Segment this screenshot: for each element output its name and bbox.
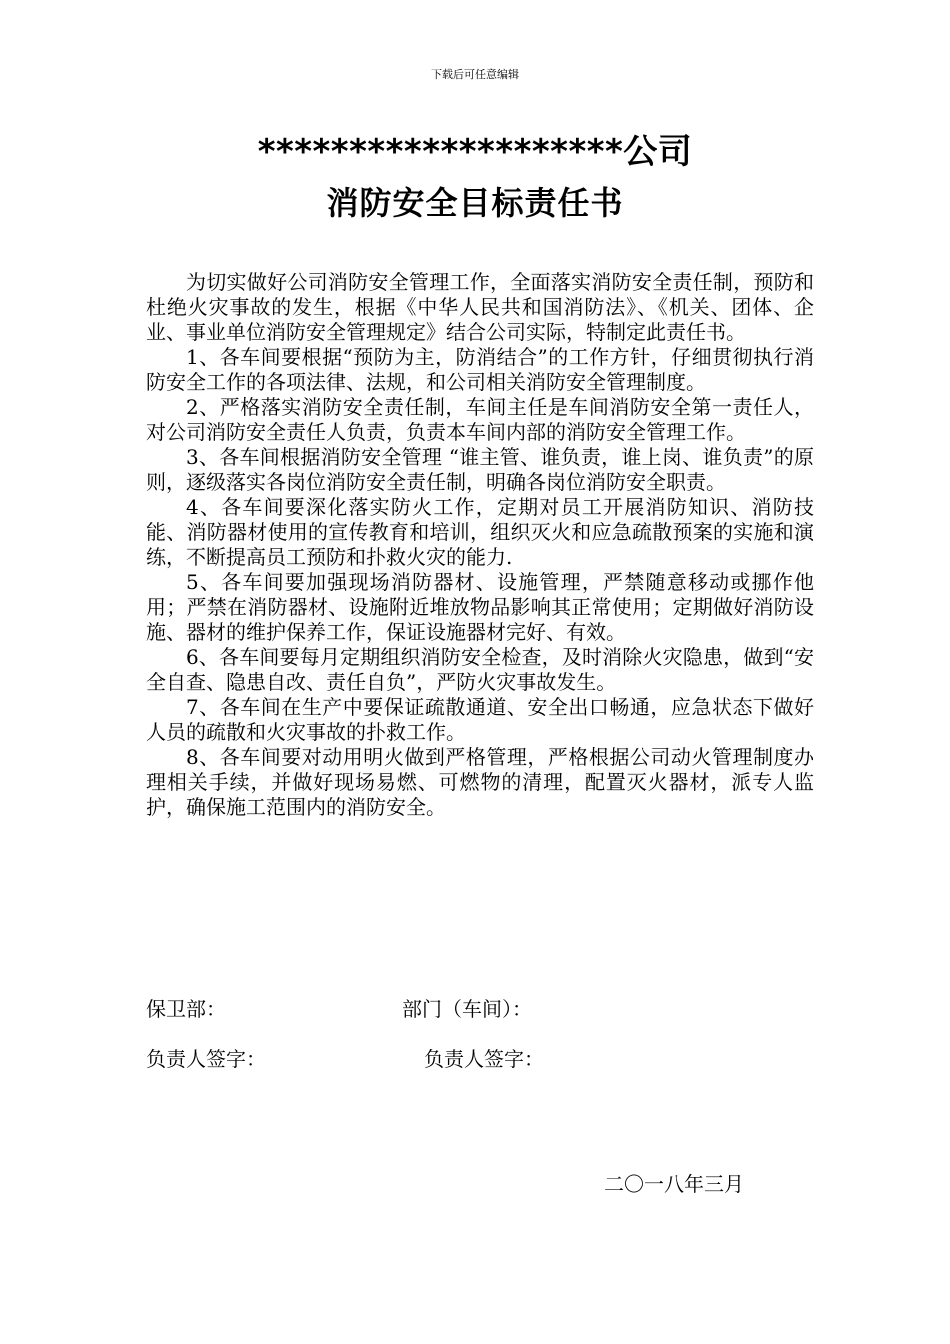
company-title: ********************公司 (257, 132, 693, 172)
header-note: 下载后可任意编辑 (431, 68, 519, 81)
clause-5: 5、各车间要加强现场消防器材、设施管理，严禁随意移动或挪作他用；严禁在消防器材、设施附近堆放物品影响其正常使用；定期做好消防设施、器材的维护保养工作，保证设施器材完好、有效。 (146, 570, 814, 644)
clause-3: 3、各车间根据消防安全管理 “谁主管、谁负责，谁上岗、谁负责”的原则，逐级落实各岗位消防安全责任制，明确各岗位消防安全职责。 (146, 445, 814, 494)
clause-6: 6、各车间要每月定期组织消防安全检查，及时消除火灾隐患，做到“安全自查、隐患自改、责任自负”，严防火灾事故发生。 (146, 645, 814, 694)
clause-1: 1、各车间要根据“预防为主，防消结合”的工作方针，仔细贯彻执行消防安全工作的各项法律、法规，和公司相关消防安全管理制度。 (146, 345, 814, 394)
intro-paragraph: 为切实做好公司消防安全管理工作，全面落实消防安全责任制，预防和杜绝火灾事故的发生，根据《中华人民共和国消防法》、《机关、团体、企业、事业单位消防安全管理规定》结合公司实际，特制定此责任书。 (146, 270, 814, 344)
right-signature-label: 负责人签字： (424, 1047, 544, 1071)
clause-4: 4、各车间要深化落实防火工作，定期对员工开展消防知识、消防技能、消防器材使用的宣传教育和培训，组织灭火和应急疏散预案的实施和演练，不断提高员工预防和扑救火灾的能力. (146, 495, 814, 569)
clause-7: 7、各车间在生产中要保证疏散通道、安全出口畅通，应急状态下做好人员的疏散和火灾事故的扑救工作。 (146, 695, 814, 744)
document-date: 二〇一八年三月 (604, 1172, 744, 1196)
security-dept-label: 保卫部： (146, 997, 226, 1021)
left-signature-label: 负责人签字： (146, 1047, 266, 1071)
clause-8: 8、各车间要对动用明火做到严格管理，严格根据公司动火管理制度办理相关手续，并做好现场易燃、可燃物的清理，配置灭火器材，派专人监护，确保施工范围内的消防安全。 (146, 745, 814, 819)
workshop-dept-label: 部门（车间）： (402, 997, 532, 1021)
document-body (146, 270, 814, 820)
document-title: 消防安全目标责任书 (326, 184, 624, 222)
clause-2: 2、严格落实消防安全责任制，车间主任是车间消防安全第一责任人，对公司消防安全责任人负责，负责本车间内部的消防安全管理工作。 (146, 395, 814, 444)
